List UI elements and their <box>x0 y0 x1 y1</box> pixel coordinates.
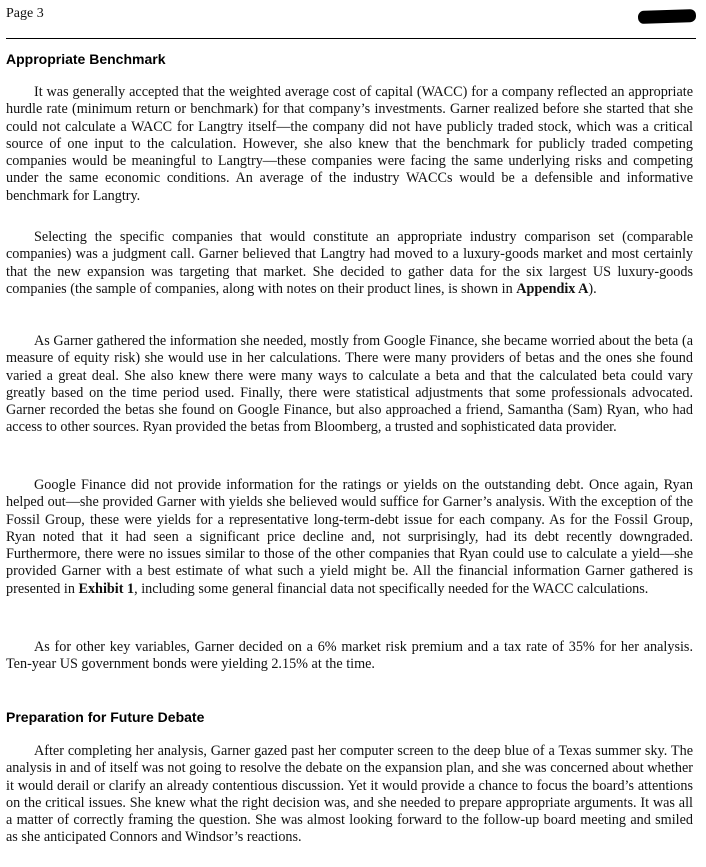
paragraph-1: It was generally accepted that the weighted average cost of capital (WACC) for a company reflected an appropriate hurdle rate (minimum return or benchmark) for that company’s investments. Garner realized before she started that she could not calculate a WACC for Langtry itself—the company did not have publicly traded stock, which was a critical source of one input to the calculation. However, she also knew that the benchmark for publicly traded competing companies would be meaningful to Langtry—these companies were facing the same underlying risks and competing under the same economic conditions. An average of the industry WACCs would be a defensible and informative benchmark for Langtry. <box>6 84 693 204</box>
redacted-mark <box>638 9 696 24</box>
page-header <box>6 4 696 38</box>
exhibit-1-reference: Exhibit 1 <box>78 580 135 597</box>
section-heading-preparation-for-future-debate: Preparation for Future Debate <box>6 709 205 725</box>
header-divider <box>6 38 696 39</box>
paragraph-4-text: Google Finance did not provide information for the ratings or yields on the outstanding debt. Once again, Ryan helped out—she provided Garner with yields she believed would suffice for Garner’s analysis. With the exception of the Fossil Group, these were yields for a representative long-term-debt issue for each company. As for the Fossil Group, Ryan noted that it had seen a significant price decline and, not surprisingly, had its debt recently downgraded. Furthermore, there were no issues similar to those of the other companies that Ryan could use to calculate a yield—she provided Garner with a best estimate of what such a yield might be. All the financial information Garner gathered is presented in <box>6 477 693 597</box>
paragraph-3: As Garner gathered the information she needed, mostly from Google Finance, she became worried about the beta (a measure of equity risk) she would use in her calculations. There were many providers of betas and the ones she found varied a great deal. She also knew there were many ways to calculate a beta and that the calculated beta could vary greatly based on the time period used. Finally, there were statistical adjustments that some professionals advocated. Garner recorded the betas she found on Google Finance, but also approached a friend, Samantha (Sam) Ryan, who had access to other sources. Ryan provided the betas from Bloomberg, a trusted and sophisticated data provider. <box>6 333 693 436</box>
paragraph-4 <box>6 477 693 598</box>
page-number: Page 3 <box>6 6 44 21</box>
paragraph-6: After completing her analysis, Garner gazed past her computer screen to the deep blue of a Texas summer sky. The analysis in and of itself was not going to resolve the debate on the expansion plan, and she was concerned about whether it would derail or clarify an already contentious discussion. Yet it would provide a chance to focus the board’s attentions on the critical issues. She knew what the right decision was, and she needed to prepare appropriate arguments. It was all a matter of correctly framing the question. She was almost looking forward to the follow-up board meeting and smiled as she anticipated Connors and Windsor’s reactions. <box>6 743 693 846</box>
paragraph-4-end: , including some general financial data not specifically needed for the WACC calculations. <box>134 580 649 597</box>
paragraph-2-end: ). <box>588 280 597 297</box>
paragraph-2 <box>6 229 693 298</box>
paragraph-5: As for other key variables, Garner decided on a 6% market risk premium and a tax rate of 35% for her analysis. Ten-year US government bonds were yielding 2.15% at the time. <box>6 639 693 673</box>
paragraph-2-text: Selecting the specific companies that would constitute an appropriate industry comparison set (comparable companies) was a judgment call. Garner believed that Langtry had moved to a luxury-goods market and most certainly that the new expansion was targeting that market. She decided to gather data for the six largest US luxury-goods companies (the sample of companies, along with notes on their product lines, is shown in <box>6 229 693 297</box>
appendix-a-reference: Appendix A <box>516 280 589 297</box>
section-heading-appropriate-benchmark: Appropriate Benchmark <box>6 51 166 67</box>
